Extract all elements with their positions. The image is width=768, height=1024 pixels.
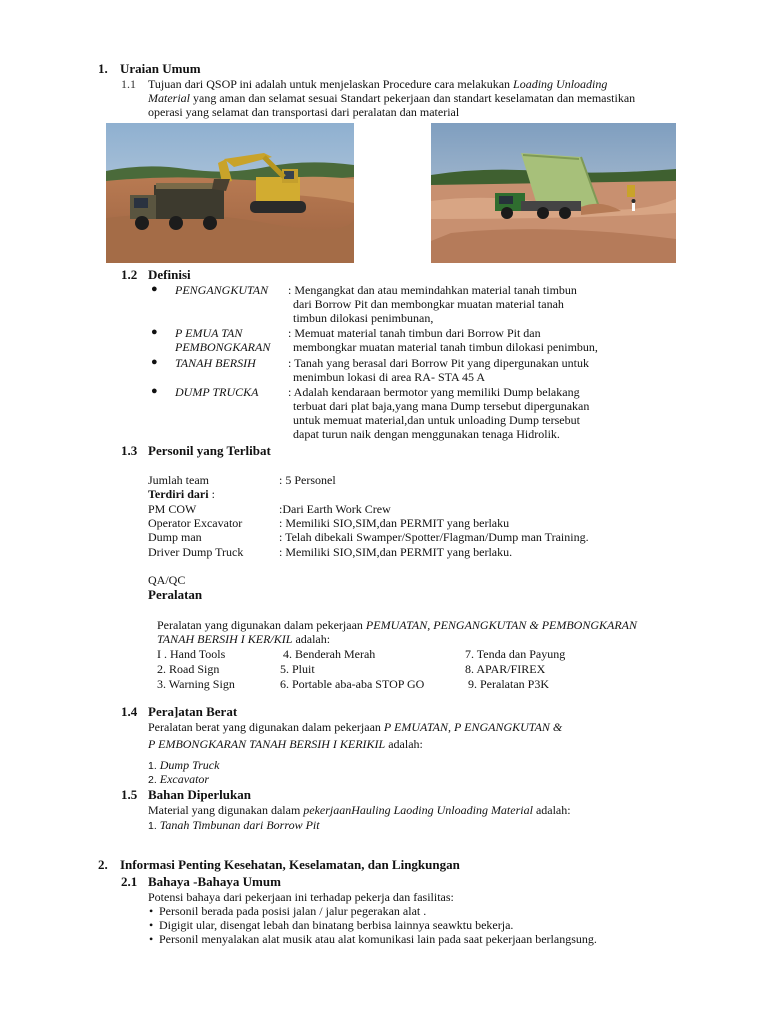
subsection-1-3-title: Personil yang Terlibat <box>148 443 271 458</box>
definition-text: terbuat dari plat baja,yang mana Dump tersebut dipergunakan <box>293 399 590 413</box>
tool-item: 5. Pluit <box>280 662 315 676</box>
excavator-loading-photo <box>106 123 354 263</box>
tool-item: 2. Road Sign <box>157 662 220 676</box>
hazard-item: Personil menyalakan alat musik atau alat komunikasi lain pada saat pekerjaan berlangsung. <box>159 932 597 946</box>
section-1-number: 1. <box>98 61 108 76</box>
paragraph-1-1-line-2: Material yang aman dan selamat sesuai Standart pekerjaan dan standart keselamatan dan memastikan <box>148 91 636 105</box>
tool-item: 3. Warning Sign <box>157 677 235 691</box>
qaqc-label: QA/QC <box>148 573 186 587</box>
material-intro: Material yang digunakan dalam pekerjaanHauling Laoding Unloading Material adalah: <box>148 803 571 817</box>
bullet-icon: ● <box>151 356 158 368</box>
definition-text: dapat turun naik dengan menggunakan tenaga Hidrolik. <box>293 427 560 441</box>
personnel-role: Driver Dump Truck <box>148 545 244 559</box>
definition-term: DUMP TRUCKA <box>175 385 259 399</box>
section-2-title: Informasi Penting Kesehatan, Keselamatan, dan Lingkungan <box>120 857 460 872</box>
personnel-role: PM COW <box>148 502 197 516</box>
tool-item: I . Hand Tools <box>157 647 226 661</box>
personnel-desc: :Dari Earth Work Crew <box>279 502 391 516</box>
hazard-intro: Potensi bahaya dari pekerjaan ini terhadap pekerja dan fasilitas: <box>148 890 454 904</box>
team-label: Jumlah team <box>148 473 209 487</box>
tool-item: 9. Peralatan P3K <box>468 677 549 691</box>
subsection-2-1-number: 2.1 <box>121 874 138 889</box>
definition-text: : Tanah yang berasal dari Borrow Pit yang dipergunakan untuk <box>288 356 589 370</box>
peralatan-intro-line-1: Peralatan yang digunakan dalam pekerjaan PEMUATAN, PENGANGKUTAN & PEMBONGKARAN <box>157 618 638 632</box>
paragraph-1-1-line-3: operasi yang selamat dan transportasi dari peralatan dan material <box>148 105 460 119</box>
personnel-desc: : Memiliki SIO,SIM,dan PERMIT yang berlaku. <box>279 545 513 559</box>
subsection-1-5-number: 1.5 <box>121 787 138 802</box>
definition-term: P EMUA TAN <box>175 326 243 340</box>
definition-term: PEMBONGKARAN <box>175 340 271 354</box>
peralatan-title: Peralatan <box>148 587 203 602</box>
subsection-1-4-title: Pera]atan Berat <box>148 704 238 719</box>
subsection-1-2-number: 1.2 <box>121 267 138 282</box>
tool-item: 6. Portable aba-aba STOP GO <box>280 677 425 691</box>
definition-text: : Mengangkat dan atau memindahkan material tanah timbun <box>288 283 577 297</box>
subsection-2-1-title: Bahaya -Bahaya Umum <box>148 874 281 889</box>
hazard-item: Personil berada pada posisi jalan / jalur pegerakan alat . <box>159 904 427 918</box>
team-value: : 5 Personel <box>279 473 336 487</box>
subsection-1-1-number: 1.1 <box>121 77 136 91</box>
material-item: 1. Tanah Timbunan dari Borrow Pit <box>148 818 320 832</box>
definition-term: PENGANGKUTAN <box>175 283 269 297</box>
tool-item: 7. Tenda dan Payung <box>465 647 566 661</box>
heavy-equipment-item: 2. Excavator <box>148 772 210 786</box>
subsection-1-5-title: Bahan Diperlukan <box>148 787 251 802</box>
definition-text: membongkar muatan material tanah timbun dilokasi penimbun, <box>293 340 598 354</box>
definition-term: TANAH BERSIH <box>175 356 256 370</box>
bullet-icon: • <box>149 904 154 918</box>
heavy-equipment-item: 1. Dump Truck <box>148 758 220 772</box>
dump-truck-unloading-photo <box>431 123 676 263</box>
definition-text: : Memuat material tanah timbun dari Borrow Pit dan <box>288 326 541 340</box>
bullet-icon: • <box>149 932 154 946</box>
tool-item: 8. APAR/FIREX <box>465 662 546 676</box>
definition-text: menimbun lokasi di area RA- STA 45 A <box>293 370 486 384</box>
definition-text: : Adalah kendaraan bermotor yang memiliki Dump belakang <box>288 385 580 399</box>
bullet-icon: ● <box>151 385 158 397</box>
bullet-icon: ● <box>151 283 158 295</box>
hazard-item: Digigit ular, disengat lebah dan binatang berbisa lainnya seawktu bekerja. <box>159 918 514 932</box>
subsection-1-3-number: 1.3 <box>121 443 138 458</box>
definition-text: timbun dilokasi penimbunan, <box>293 311 434 325</box>
personnel-role: Dump man <box>148 530 202 544</box>
heavy-equipment-intro-line-1: Peralatan berat yang digunakan dalam pekerjaan P EMUATAN, P ENGANGKUTAN & <box>148 720 563 734</box>
subsection-1-4-number: 1.4 <box>121 704 138 719</box>
section-2-number: 2. <box>98 857 108 872</box>
tool-item: 4. Benderah Merah <box>283 647 376 661</box>
terdiri-label: Terdiri dari : <box>148 487 215 501</box>
personnel-desc: : Telah dibekali Swamper/Spotter/Flagman/Dump man Training. <box>279 530 589 544</box>
personnel-role: Operator Excavator <box>148 516 243 530</box>
subsection-1-2-title: Definisi <box>148 267 191 282</box>
section-1-title: Uraian Umum <box>120 61 201 76</box>
bullet-icon: • <box>149 918 154 932</box>
personnel-desc: : Memiliki SIO,SIM,dan PERMIT yang berlaku <box>279 516 510 530</box>
heavy-equipment-intro-line-2: P EMBONGKARAN TANAH BERSIH I KERIKIL adalah: <box>148 737 423 751</box>
definition-text: dari Borrow Pit dan membongkar muatan material tanah <box>293 297 564 311</box>
peralatan-intro-line-2: TANAH BERSIH I KER/KIL adalah: <box>157 632 331 646</box>
paragraph-1-1-line-1: Tujuan dari QSOP ini adalah untuk menjelaskan Procedure cara melakukan Loading Unloading <box>148 77 608 91</box>
bullet-icon: ● <box>151 326 158 338</box>
definition-text: untuk memuat material,dan untuk unloading Dump tersebut <box>293 413 580 427</box>
